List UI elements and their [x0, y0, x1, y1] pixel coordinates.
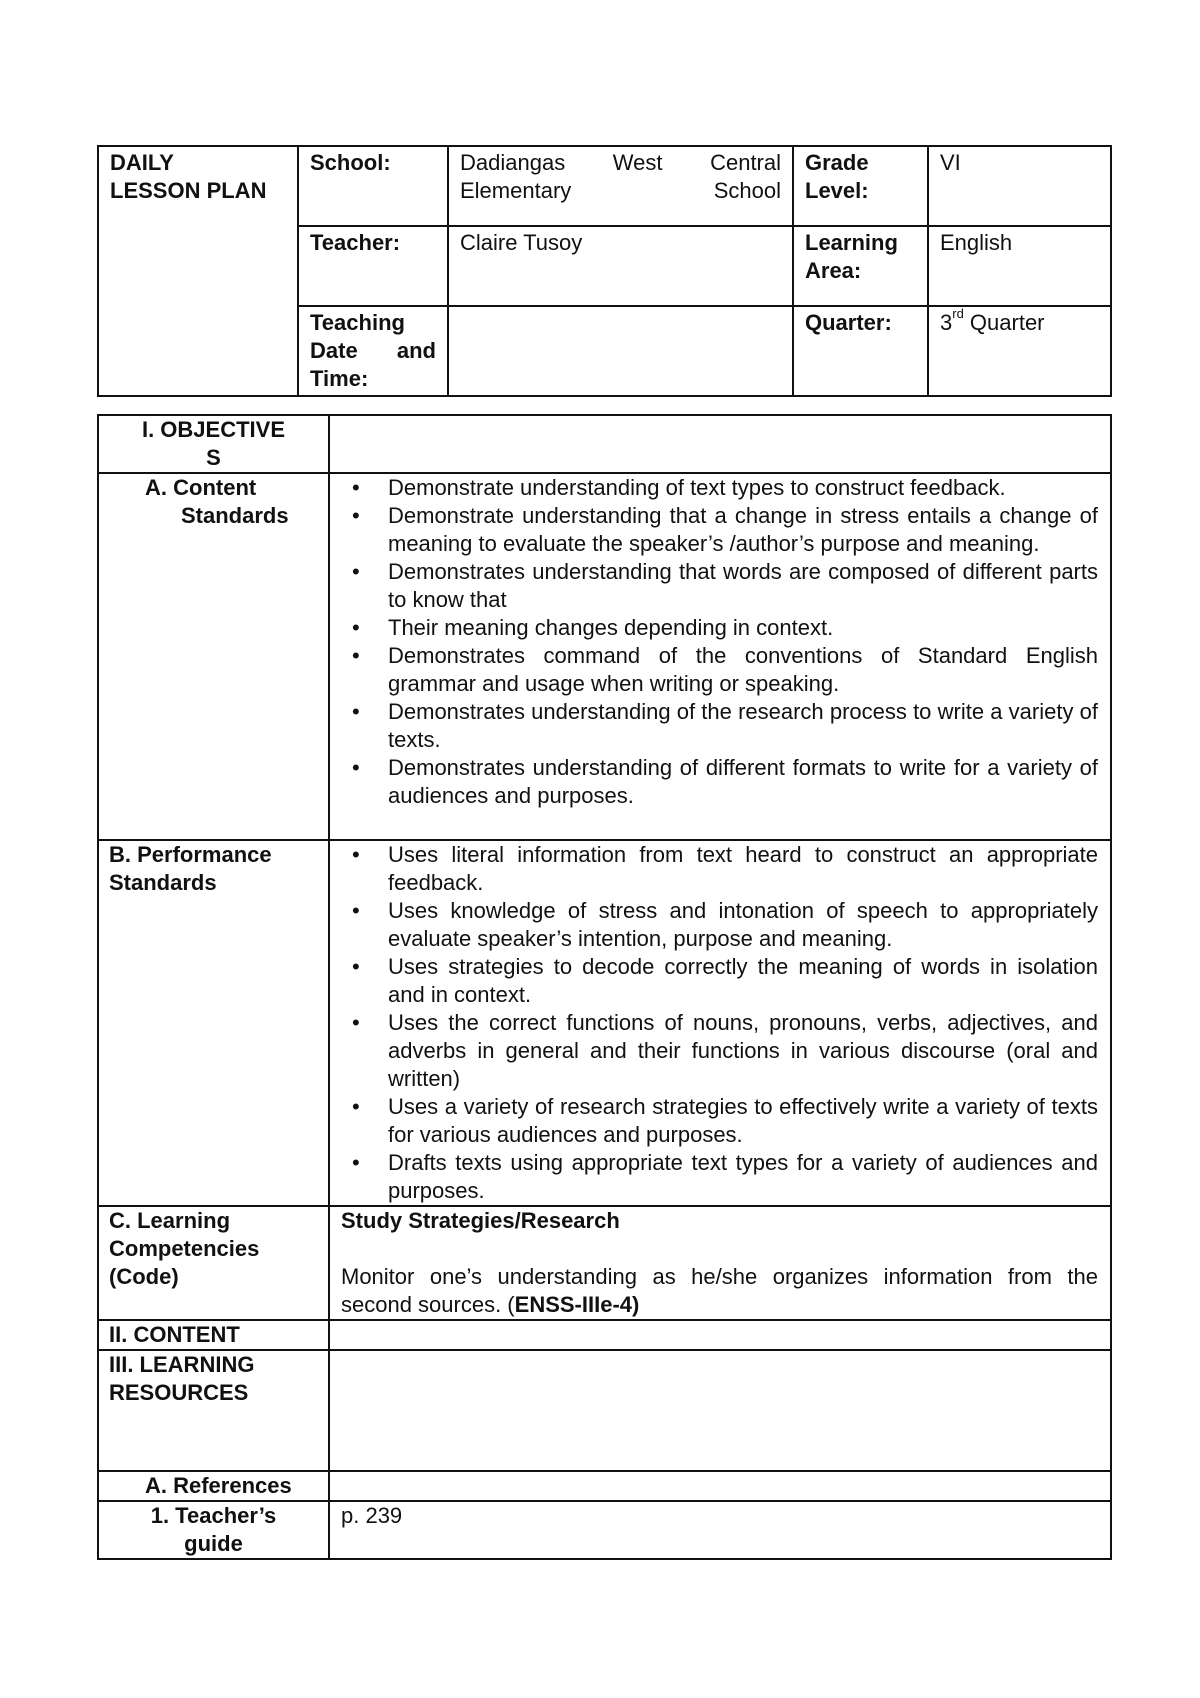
learning-area-value: English: [928, 226, 1111, 306]
grade-value: VI: [928, 146, 1111, 226]
content-standard-item: • Demonstrate understanding that a change in stress entails a change of meaning to evaluate the speaker’s /author’s purpose and meaning.: [388, 502, 1098, 558]
teacher-label: Teacher:: [298, 226, 448, 306]
performance-standards-label: [98, 840, 329, 1206]
performance-standard-item: • Drafts texts using appropriate text types for a variety of audiences and purposes.: [388, 1149, 1098, 1205]
competency-description: Monitor one’s understanding as he/she organizes information from the second sources. (: [341, 1264, 1098, 1317]
learning-resources-value: [329, 1350, 1111, 1471]
content-label: II. CONTENT: [98, 1320, 329, 1350]
school-label: School:: [298, 146, 448, 226]
teaching-date-label-cell: [298, 306, 448, 396]
teachers-guide-label-line2: guide: [184, 1531, 243, 1556]
grade-label-line1: Grade: [805, 150, 869, 175]
lesson-plan-header-table: [97, 145, 1112, 397]
learning-area-label-cell: [793, 226, 928, 306]
content-standard-item: • Their meaning changes depending in context.: [388, 614, 1098, 642]
performance-standard-item: • Uses a variety of research strategies to effectively write a variety of texts for various audiences and purposes.: [388, 1093, 1098, 1149]
competency-spacer: [341, 1235, 1098, 1263]
content-standard-item: • Demonstrates understanding of different formats to write for a variety of audiences and purposes.: [388, 754, 1098, 810]
quarter-number: 3: [940, 310, 953, 335]
quarter-label: Quarter:: [793, 306, 928, 396]
quarter-word: Quarter: [963, 310, 1045, 335]
content-standard-item: • Demonstrates command of the conventions of Standard English grammar and usage when writing or speaking.: [388, 642, 1098, 698]
quarter-ordinal-suffix: rd: [952, 306, 964, 321]
content-standards-list: [341, 474, 1098, 810]
teacher-value: Claire Tusoy: [448, 226, 793, 306]
lesson-plan-main-table: [97, 414, 1112, 1560]
teaching-date-label-line2: Date and: [310, 338, 436, 363]
school-value-cell: [448, 146, 793, 226]
grade-label-line2: Level:: [805, 178, 869, 203]
teachers-guide-label-line1: 1. Teacher’s: [150, 1503, 277, 1528]
learning-resources-label-line1: III. LEARNING: [109, 1352, 255, 1377]
document-title-cell: [98, 146, 298, 396]
competency-heading: Study Strategies/Research: [341, 1208, 620, 1233]
learning-competencies-label-line3: (Code): [109, 1264, 179, 1289]
content-standards-value: [329, 473, 1111, 840]
performance-standards-label-line2: Standards: [109, 870, 217, 895]
performance-standard-item: • Uses strategies to decode correctly the meaning of words in isolation and in context.: [388, 953, 1098, 1009]
teaching-date-value: [448, 306, 793, 396]
learning-competencies-label-line2: Competencies: [109, 1236, 260, 1261]
objectives-label-line2: S: [206, 445, 221, 470]
content-standards-label-line2: Standards: [181, 503, 289, 528]
objectives-label: [98, 415, 329, 473]
teaching-date-label-line3: Time:: [310, 366, 369, 391]
performance-standard-item: • Uses literal information from text heard to construct an appropriate feedback.: [388, 841, 1098, 897]
teachers-guide-label: [98, 1501, 329, 1559]
learning-resources-label-line2: RESOURCES: [109, 1380, 249, 1405]
competency-code: ENSS-IIIe-4): [514, 1292, 640, 1317]
learning-competencies-label-line1: C. Learning: [109, 1208, 231, 1233]
performance-standard-item: • Uses knowledge of stress and intonation of speech to appropriately evaluate speaker’s intention, purpose and meaning.: [388, 897, 1098, 953]
quarter-value: [928, 306, 1111, 396]
learning-area-label-line2: Area:: [805, 258, 862, 283]
document-title-line1: DAILY: [110, 150, 174, 175]
performance-standards-list: [341, 841, 1098, 1205]
teaching-date-label-line1: Teaching: [310, 310, 405, 335]
content-standard-item: • Demonstrates understanding of the research process to write a variety of texts.: [388, 698, 1098, 754]
learning-competencies-value: [329, 1206, 1111, 1320]
grade-label-cell: [793, 146, 928, 226]
performance-standard-item: • Uses the correct functions of nouns, pronouns, verbs, adjectives, and adverbs in general and their functions in various discourse (oral and written): [388, 1009, 1098, 1093]
content-standard-item: • Demonstrate understanding of text types to construct feedback.: [388, 474, 1098, 502]
objectives-value: [329, 415, 1111, 473]
teachers-guide-value: p. 239: [329, 1501, 1111, 1559]
document-title-line2: LESSON PLAN: [110, 178, 267, 203]
learning-area-label-line1: Learning: [805, 230, 898, 255]
references-value: [329, 1471, 1111, 1501]
content-standards-label-line1: A. Content: [145, 475, 257, 500]
school-value: [460, 149, 781, 205]
school-value-text: Dadiangas West Central Elementary School: [460, 150, 781, 203]
references-label: A. References: [98, 1471, 329, 1501]
objectives-label-line1: I. OBJECTIVE: [141, 417, 286, 442]
content-standard-item: • Demonstrates understanding that words are composed of different parts to know that: [388, 558, 1098, 614]
learning-resources-label: [98, 1350, 329, 1471]
learning-competencies-label: [98, 1206, 329, 1320]
performance-standards-value: [329, 840, 1111, 1206]
content-value: [329, 1320, 1111, 1350]
performance-standards-label-line1: B. Performance: [109, 842, 272, 867]
competency-text: [341, 1263, 1098, 1319]
content-standards-label: [98, 473, 329, 840]
